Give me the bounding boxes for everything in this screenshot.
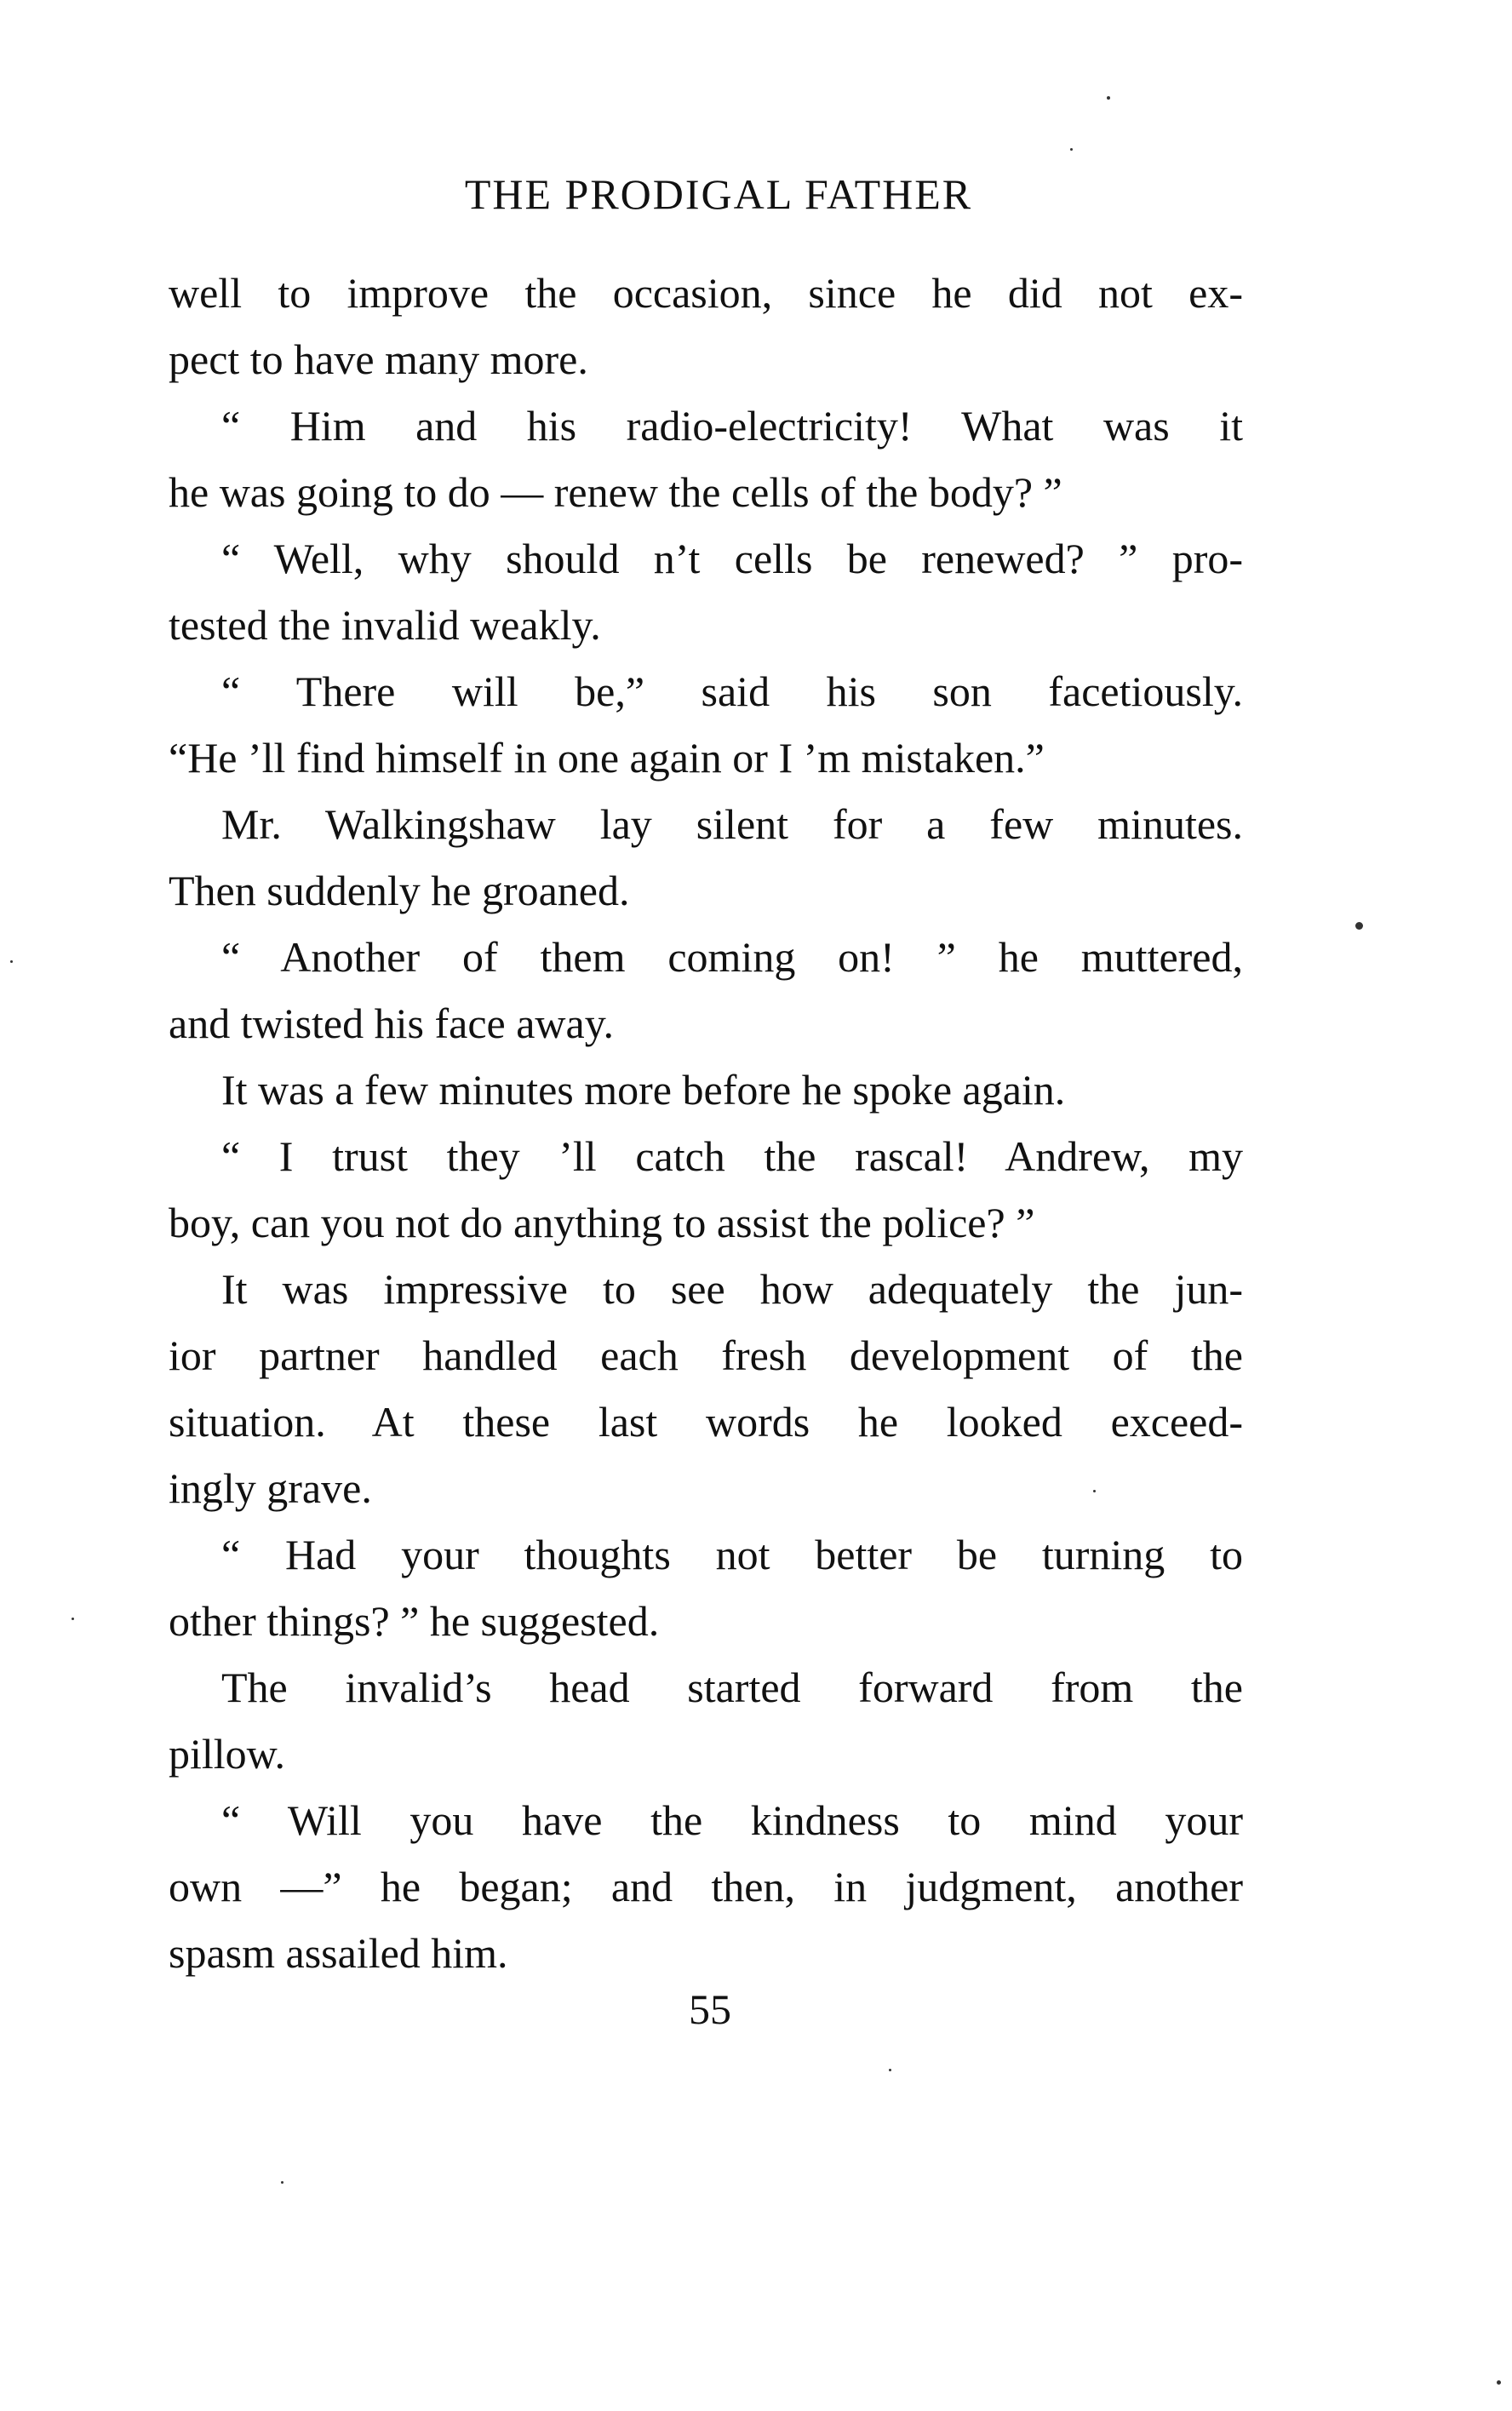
text-line: situation. At these last words he looked exceed- [169, 1398, 1243, 1446]
text-line: “ Will you have the kindness to mind your [221, 1796, 1243, 1844]
text-line: “ Him and his radio-electricity! What was it [221, 402, 1243, 450]
text-line: “He ’ll find himself in one again or I ’m mistaken.” [169, 734, 1045, 782]
body-text [169, 260, 1243, 1986]
text-line: “ Well, why should n’t cells be renewed? ” pro- [221, 535, 1243, 582]
text-line: “ There will be,” said his son facetiously. [221, 667, 1243, 715]
text-line: spasm assailed him. [169, 1929, 508, 1977]
text-line: “ I trust they ’ll catch the rascal! Andrew, my [221, 1132, 1243, 1180]
text-line: It was impressive to see how adequately the jun- [221, 1265, 1243, 1313]
scan-speck [1093, 1490, 1096, 1492]
running-head: THE PRODIGAL FATHER [464, 170, 973, 218]
text-line: well to improve the occasion, since he did not ex- [169, 269, 1243, 317]
text-line: ior partner handled each fresh development of the [169, 1331, 1243, 1379]
text-line: Then suddenly he groaned. [169, 867, 630, 914]
scan-speck [889, 2069, 891, 2071]
text-line: and twisted his face away. [169, 999, 614, 1047]
scan-speck [1355, 922, 1363, 930]
text-line: The invalid’s head started forward from the [221, 1664, 1243, 1711]
scan-speck [72, 1618, 74, 1620]
text-line: pillow. [169, 1730, 286, 1778]
page-number: 55 [689, 1985, 731, 2033]
text-line: “ Had your thoughts not better be turning to [221, 1531, 1243, 1578]
scan-speck [1497, 2380, 1501, 2385]
text-line: “ Another of them coming on! ” he muttered, [221, 933, 1243, 981]
text-line: boy, can you not do anything to assist the police? ” [169, 1199, 1035, 1246]
text-line: ingly grave. [169, 1464, 372, 1512]
text-line: pect to have many more. [169, 335, 588, 383]
text-line: own —” he began; and then, in judgment, another [169, 1863, 1243, 1910]
scan-speck [1070, 148, 1073, 151]
text-line: Mr. Walkingshaw lay silent for a few minutes. [221, 800, 1243, 848]
text-line: other things? ” he suggested. [169, 1597, 660, 1645]
text-line: he was going to do — renew the cells of the body? ” [169, 468, 1062, 516]
text-line: tested the invalid weakly. [169, 601, 601, 649]
scan-speck [1107, 96, 1110, 100]
text-line: It was a few minutes more before he spoke again. [221, 1066, 1066, 1114]
scan-speck [281, 2181, 284, 2184]
scan-speck [10, 960, 13, 963]
